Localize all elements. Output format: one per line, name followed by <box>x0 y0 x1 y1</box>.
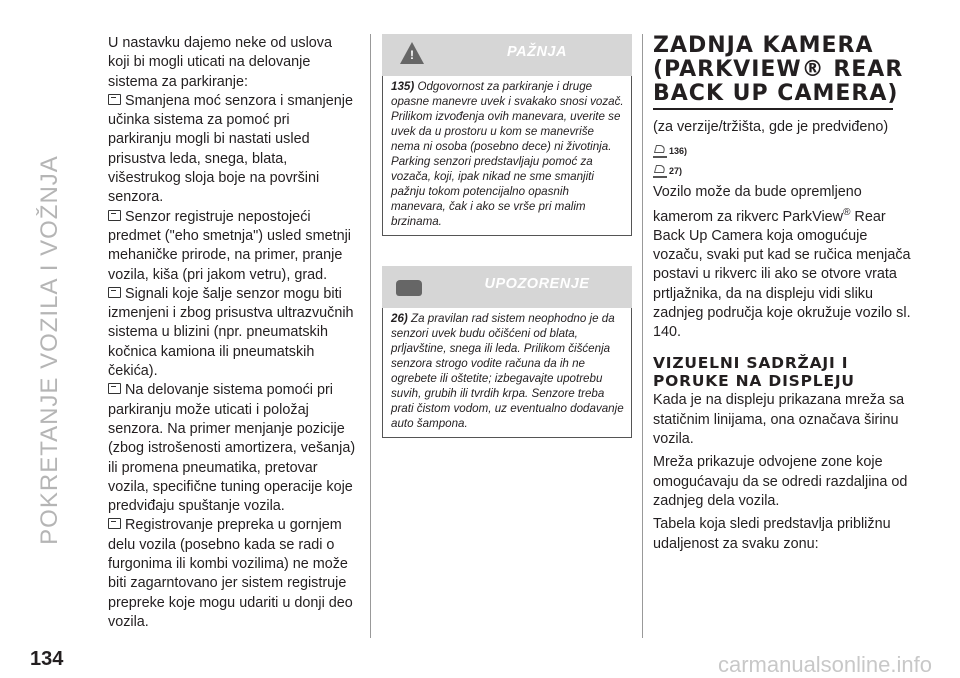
registered-mark: ® <box>843 206 851 218</box>
caution-text: Odgovornost za parkiranje i druge opasne manevre uvek i svakako snosi vozač. Prilikom izvođenja ovih manevara, uverite se uvek da u prostoru u kom se manevriše nema ni osoba (posebno dece) ni životinja. Parking senzori predstavljaju pomoć za vozača, koji, ipak nikad ne sme smanjiti pažnju tokom potencijalno opasnih manevara, čak i ako se vrše pri malim brzinama. <box>391 80 624 228</box>
bullet-icon <box>108 383 121 394</box>
side-section-label: POKRETANJE VOZILA I VOŽNJA <box>36 155 63 545</box>
paragraph: Mreža prikazuje odvojene zone koje omogućavaju da se odredi razdaljina od zadnjeg dela vozila. <box>653 454 908 509</box>
caution-body <box>382 76 632 236</box>
notice-title: UPOZORENJE <box>484 276 590 292</box>
section-heading-line: ZADNJA KAMERA <box>653 33 874 58</box>
list-item <box>108 285 356 381</box>
column-middle <box>382 34 632 438</box>
caution-box <box>382 34 632 236</box>
intro-paragraph: U nastavku dajemo neke od uslova koji bi mogli uticati na delovanje sistema za parkiranje: <box>108 35 332 90</box>
list-item-text: Senzor registruje nepostojeći predmet ("eho smetnja") usled smetnji mehaničke prirode, na primer, pranje vozila, kiša (pri jakom vetru), grad. <box>108 208 351 283</box>
camera-description-part: Rear Back Up Camera koja omogućuje vozaču, svaki put kad se ručica menjača postavi u rikverc ili ako se otvore vrata prtljažnika, da na displeju vidi sliku zadnjeg područja koje okružuje vozilo sl. 140. <box>653 208 911 341</box>
side-section-tab <box>30 40 70 660</box>
reference-row <box>653 161 913 181</box>
car-damage-icon <box>396 280 422 296</box>
column-left <box>108 34 356 632</box>
reference-number: 27) <box>669 166 683 177</box>
bullet-icon <box>108 287 121 298</box>
column-right <box>653 34 913 554</box>
camera-description-part: Vozilo može da bude opremljeno kamerom za rikverc ParkView <box>653 184 862 225</box>
subsection-heading <box>653 354 913 390</box>
section-heading-line: BACK UP CAMERA) <box>653 81 899 106</box>
list-item-text: Smanjena moć senzora i smanjenje učinka sistema za pomoć pri parkiranju mogli bi nastati usled prisustva leda, snega, blata, višestrukog sloja boje na površini senzora. <box>108 92 353 206</box>
bullet-icon <box>108 94 121 105</box>
reference-number: 136) <box>669 146 688 157</box>
column-divider <box>370 34 371 638</box>
notice-body <box>382 308 632 438</box>
notice-text: Za pravilan rad sistem neophodno je da senzori uvek budu očišćeni od blata, prljavštine, snega ili leda. Prilikom čišćenja senzora strogo vodite računa da ih ne ogrebete ili oštetite; izbegavajte upotrebu suvih, grubih ili tvrdih krpa. Senzore treba prati čistom vodom, uz eventualno dodavanje auto šampona. <box>391 312 624 430</box>
section-heading-line: (PARKVIEW® REAR <box>653 57 904 82</box>
list-item <box>108 381 356 516</box>
warning-triangle-icon <box>400 42 424 64</box>
list-item <box>108 516 356 632</box>
caution-box-header <box>382 34 632 76</box>
subsection-heading-line: VIZUELNI SADRŽAJI I <box>653 354 849 373</box>
list-item-text: Registrovanje prepreka u gornjem delu vozila (posebno kada se radi o furgonima ili kombi vozilima) ne može biti zagarntovano jer sistem registruje prepreke koje mogu udariti u donji deo vozila. <box>108 517 353 630</box>
version-note: (za verzije/tržišta, gde je predviđeno) <box>653 119 889 135</box>
car-warning-icon <box>653 164 667 178</box>
camera-description <box>653 183 913 342</box>
notice-box-header <box>382 266 632 308</box>
watermark: carmanualsonline.info <box>717 652 932 677</box>
bullet-icon <box>108 518 121 529</box>
caution-number: 135) <box>391 80 415 93</box>
list-item <box>108 92 356 208</box>
reference-icons <box>653 141 913 181</box>
page-number: 134 <box>30 648 64 670</box>
paragraph: Kada je na displeju prikazana mreža sa statičnim linijama, ona označava širinu vozila. <box>653 392 905 448</box>
caution-title: PAŽNJA <box>507 44 567 60</box>
notice-number: 26) <box>391 312 408 325</box>
notice-box <box>382 266 632 438</box>
column-divider <box>642 34 643 638</box>
section-heading <box>653 34 913 106</box>
reference-row <box>653 141 913 161</box>
heading-rule <box>653 108 893 110</box>
list-item-text: Signali koje šalje senzor mogu biti izmenjeni i zbog prisustva ultrazvučnih sistema u blizini (npr. pneumatskih kočnica kamiona ili pneumatskih čekića). <box>108 285 354 380</box>
list-item-text: Na delovanje sistema pomoći pri parkiranju može uticati i položaj senzora. Na primer menjanje pozicije (zbog istrošenosti amortizera, vešanja) ili promena pneumatika, pretovar vozila, specifične tuning operacije koje predviđaju spuštanje vozila. <box>108 382 356 515</box>
paragraph: Tabela koja sledi predstavlja približnu udaljenost za svaku zonu: <box>653 516 891 552</box>
warning-hand-icon <box>653 144 667 158</box>
bullet-icon <box>108 210 121 221</box>
subsection-heading-line: PORUKE NA DISPLEJU <box>653 372 855 391</box>
list-item <box>108 208 356 285</box>
